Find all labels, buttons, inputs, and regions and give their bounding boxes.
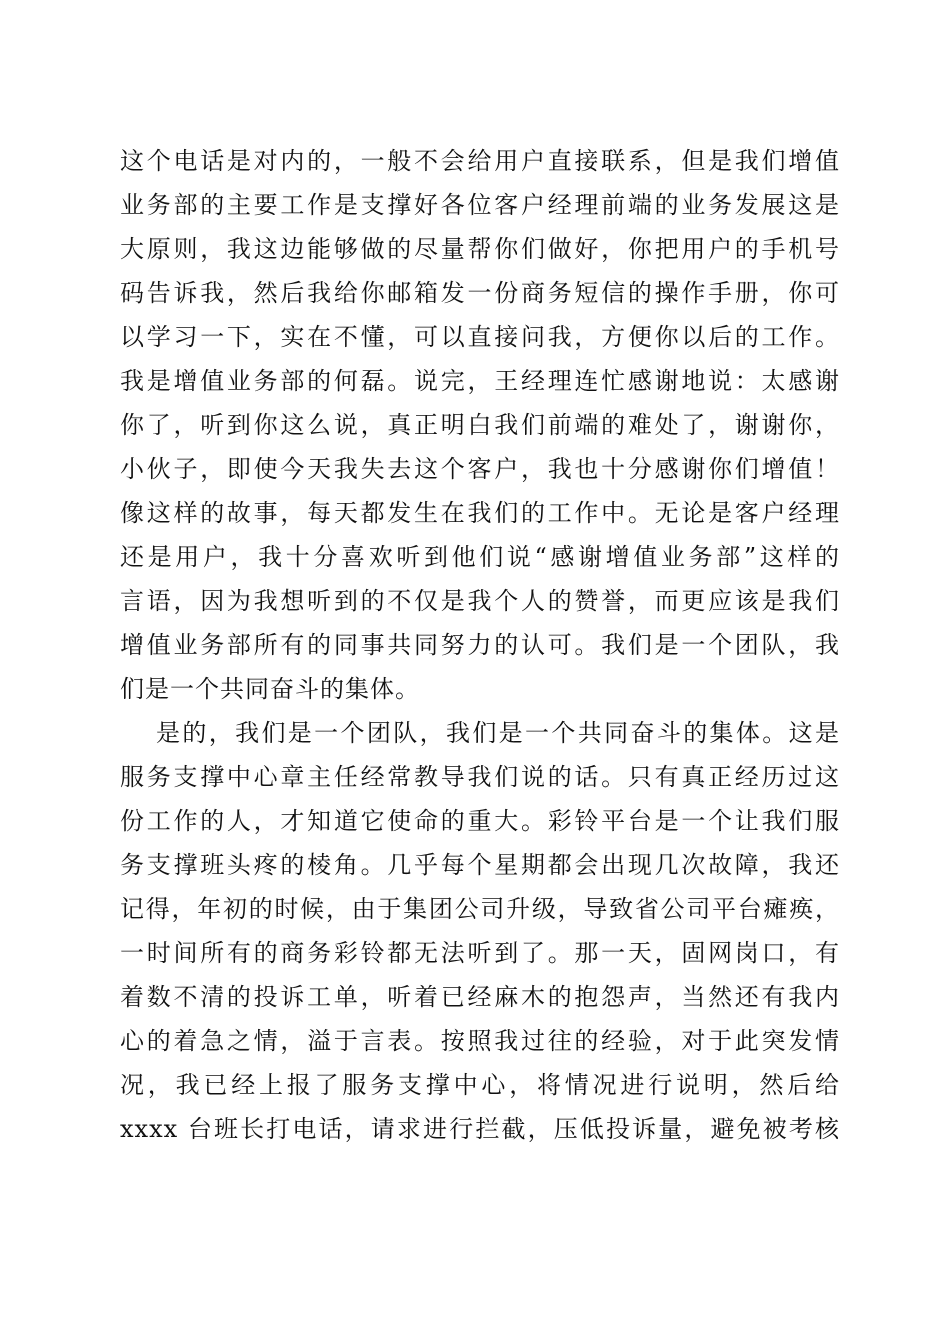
text-line: 务支撑班头疼的棱角。几乎每个星期都会出现几次故障，我还 <box>120 851 840 879</box>
text-line: 我是增值业务部的何磊。说完，王经理连忙感谢地说：太感谢 <box>120 367 840 395</box>
text-line: 你了，听到你这么说，真正明白我们前端的难处了，谢谢你， <box>120 411 840 439</box>
document-body <box>120 139 840 1151</box>
text-line: 小伙子，即使今天我失去这个客户，我也十分感谢你们增值！ <box>120 455 840 483</box>
text-line: 大原则，我这边能够做的尽量帮你们做好，你把用户的手机号 <box>120 235 840 263</box>
text-line: 码告诉我，然后我给你邮箱发一份商务短信的操作手册，你可 <box>120 279 840 307</box>
text-line: 份工作的人，才知道它使命的重大。彩铃平台是一个让我们服 <box>120 807 840 835</box>
text-line: 这个电话是对内的，一般不会给用户直接联系，但是我们增值 <box>120 147 840 175</box>
text-line: 记得，年初的时候，由于集团公司升级，导致省公司平台瘫痪， <box>120 895 840 923</box>
text-line: xxxx 台班长打电话，请求进行拦截，压低投诉量，避免被考核 <box>120 1115 840 1143</box>
text-line: 言语，因为我想听到的不仅是我个人的赞誉，而更应该是我们 <box>120 587 840 615</box>
paragraph-2 <box>120 711 840 1151</box>
text-line: 是的，我们是一个团队，我们是一个共同奋斗的集体。这是 <box>156 719 840 747</box>
text-line: 况，我已经上报了服务支撑中心，将情况进行说明，然后给 <box>120 1071 840 1099</box>
text-line: 以学习一下，实在不懂，可以直接问我，方便你以后的工作。 <box>120 323 840 351</box>
text-line: 像这样的故事，每天都发生在我们的工作中。无论是客户经理 <box>120 499 840 527</box>
text-line: 还是用户，我十分喜欢听到他们说“感谢增值业务部”这样的 <box>120 543 840 571</box>
text-line: 一时间所有的商务彩铃都无法听到了。那一天，固网岗口，有 <box>120 939 840 967</box>
text-line: 增值业务部所有的同事共同努力的认可。我们是一个团队，我 <box>120 631 840 659</box>
text-line: 着数不清的投诉工单，听着已经麻木的抱怨声，当然还有我内 <box>120 983 840 1011</box>
text-line: 服务支撑中心章主任经常教导我们说的话。只有真正经历过这 <box>120 763 840 791</box>
text-line: 业务部的主要工作是支撑好各位客户经理前端的业务发展这是 <box>120 191 840 219</box>
text-line: 们是一个共同奋斗的集体。 <box>120 675 420 703</box>
paragraph-1 <box>120 139 840 711</box>
text-line: 心的着急之情，溢于言表。按照我过往的经验，对于此突发情 <box>120 1027 840 1055</box>
